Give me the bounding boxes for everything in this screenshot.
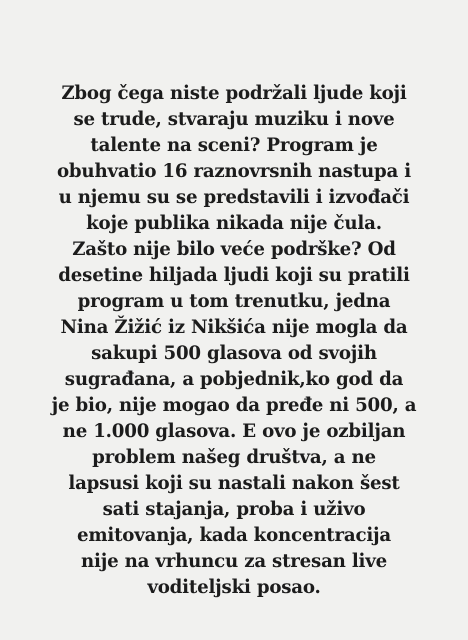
story-line: Zbog čega niste podržali ljude koji [61,83,407,104]
story-line: Zašto nije bilo veće podrške? Od [72,239,396,260]
story-line: program u tom trenutku, jedna [77,291,391,312]
story-line: sati stajanja, proba i uživo [102,499,366,520]
story-line: problem našeg društva, a ne [92,447,376,468]
story-line: se trude, stvaraju muziku i nove [73,109,395,130]
story-line: koje publika nikada nije čula. [86,213,382,234]
story-line: obuhvatio 16 raznovrsnih nastupa i [56,161,411,182]
story-line: emitovanja, kada koncentracija [76,525,392,546]
story-line: ne 1.000 glasova. E ovo je ozbiljan [62,421,406,442]
story-line: voditeljski posao. [147,577,321,598]
story-line: u njemu su se predstavili i izvođači [58,187,410,208]
story-line: talente na sceni? Program je [90,135,378,156]
story-line: je bio, nije mogao da pređe ni 500, a [51,395,417,416]
story-line: lapsusi koji su nastali nakon šest [68,473,400,494]
story-line: Nina Žižić iz Nikšića nije mogla da [60,317,408,338]
story-line: sugrađana, a pobjednik,ko god da [64,369,404,390]
story-text [0,81,468,601]
story-line: desetine hiljada ljudi koji su pratili [58,265,410,286]
story-line: nije na vrhuncu za stresan live [81,551,387,572]
story-line: sakupi 500 glasova od svojih [91,343,377,364]
